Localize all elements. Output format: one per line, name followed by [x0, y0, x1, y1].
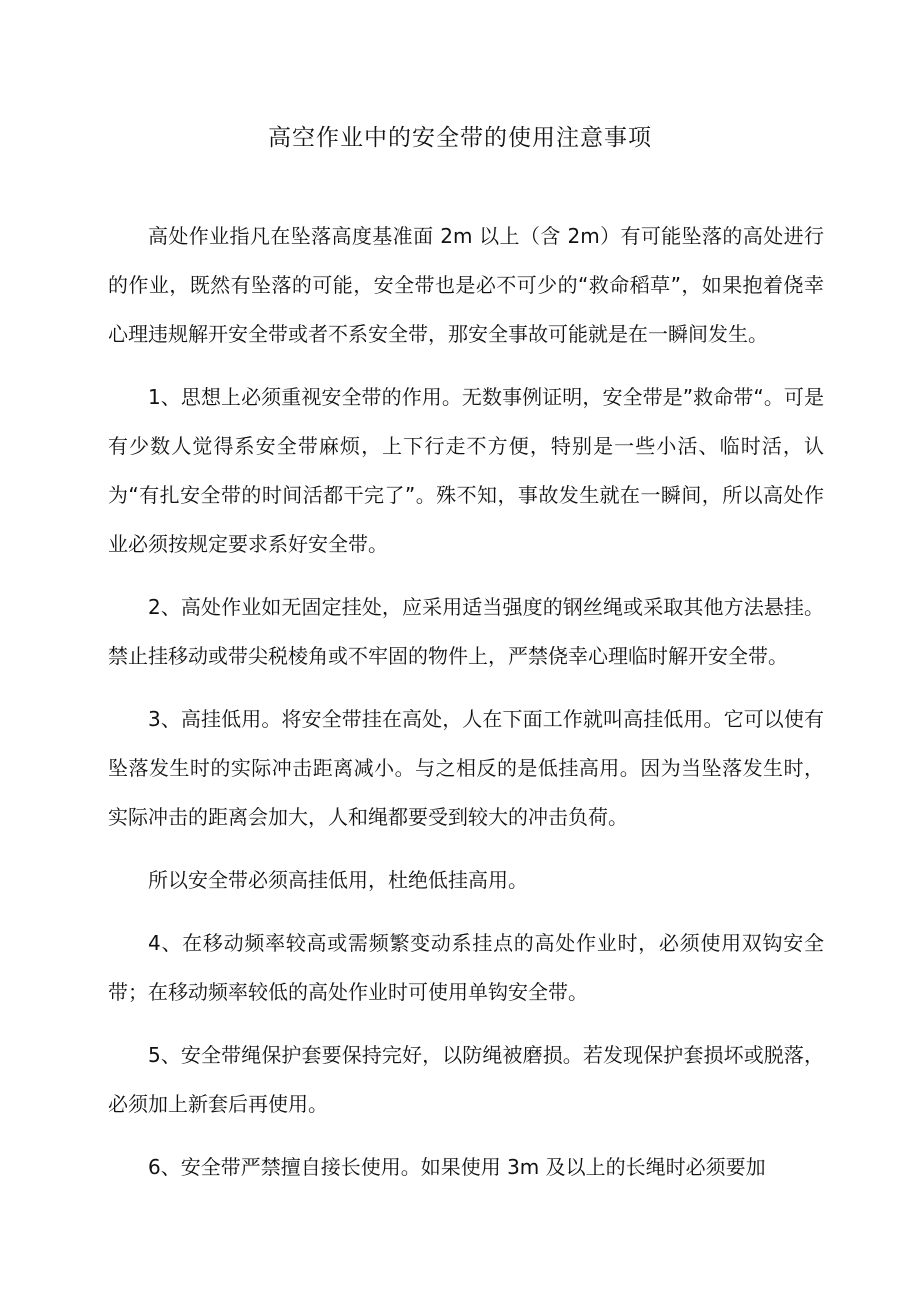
document-title: 高空作业中的安全带的使用注意事项 [268, 125, 652, 151]
paragraph-item-4: 4、在移动频率较高或需频繁变动系挂点的高处作业时，必须使用双钩安全带；在移动频率较低的高处作业时可使用单钩安全带。 [108, 931, 824, 1004]
paragraph-item-1: 1、思想上必须重视安全带的作用。无数事例证明，安全带是”救命带“。可是有少数人觉得系安全带麻烦，上下行走不方便，特别是一些小活、临时活，认为“有扎安全带的时间活都干完了”。殊不知，事故发生就在一瞬间，所以高处作业必须按规定要求系好安全带。 [108, 385, 824, 556]
paragraph-item-3-conclusion: 所以安全带必须高挂低用，杜绝低挂高用。 [148, 868, 528, 892]
document-body [108, 212, 824, 1206]
paragraph-intro: 高处作业指凡在坠落高度基准面 2m 以上（含 2m）有可能坠落的高处进行的作业，既然有坠落的可能，安全带也是必不可少的“救命稻草”，如果抱着侥幸心理违规解开安全带或者不系安全带，那安全事故可能就是在一瞬间发生。 [108, 224, 824, 346]
paragraph-item-6: 6、安全带严禁擅自接长使用。如果使用 3m 及以上的长绳时必须要加 [148, 1155, 766, 1179]
paragraph-item-3: 3、高挂低用。将安全带挂在高处，人在下面工作就叫高挂低用。它可以使有坠落发生时的实际冲击距离减小。与之相反的是低挂高用。因为当坠落发生时，实际冲击的距离会加大，人和绳都要受到较大的冲击负荷。 [108, 707, 824, 829]
paragraph-item-5: 5、安全带绳保护套要保持完好，以防绳被磨损。若发现保护套损坏或脱落，必须加上新套后再使用。 [108, 1043, 824, 1116]
paragraph-item-2: 2、高处作业如无固定挂处，应采用适当强度的钢丝绳或采取其他方法悬挂。禁止挂移动或带尖税棱角或不牢固的物件上，严禁侥幸心理临时解开安全带。 [108, 595, 824, 668]
